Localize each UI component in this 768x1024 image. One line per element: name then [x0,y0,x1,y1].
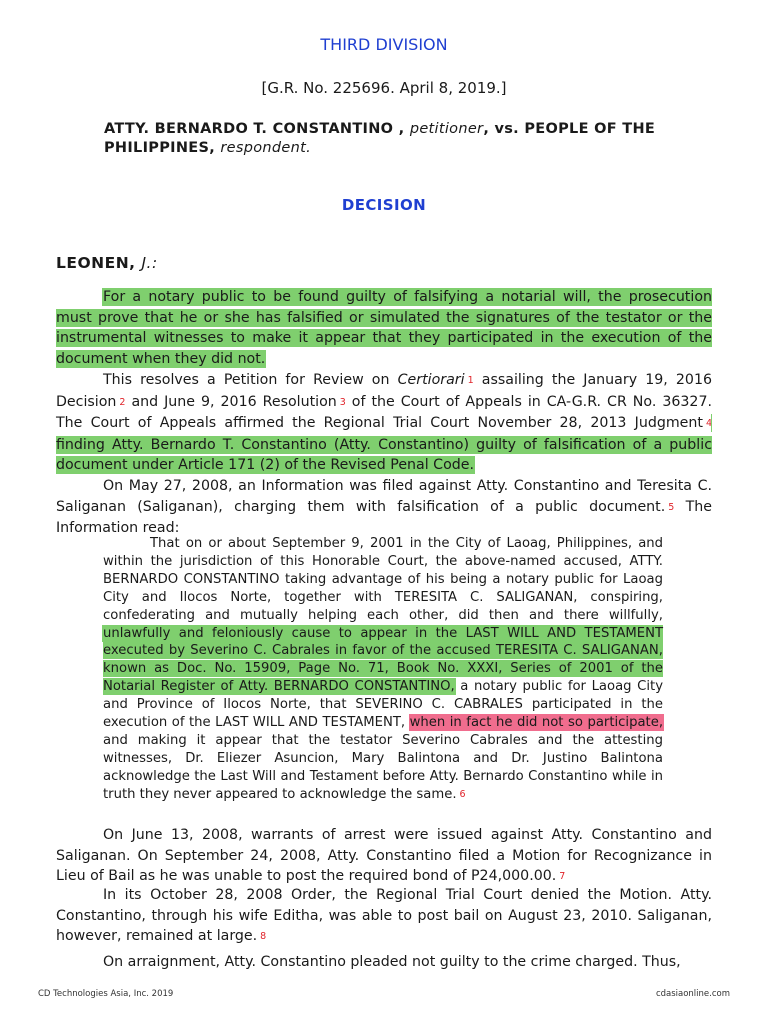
decision-title: DECISION [341,196,427,214]
petitioner-role: petitioner [409,121,484,137]
paragraph-5: In its October 28, 2008 Order, the Regional Trial Court denied the Motion. Atty. Constantino, through his wife Editha, was able to post bail on August 23, 2010. Saliganan, however, remained at large. 8 [56,887,712,944]
highlight-pink: when in fact he did not so participate, [409,715,664,731]
division-heading: THIRD DIVISION [320,35,448,54]
footnote-link-7[interactable]: 7 [559,871,566,882]
certiorari-term: Certiorari [397,372,465,388]
paragraph-2: This resolves a Petition for Review on Certiorari 1 assailing the January 19, 2016 Decision 2 and June 9, 2016 Resolution 3 of the Court of Appeals in CA-G.R. CR No. 36327. The Court of Appeals affirmed the Regional Trial Court November 28, 2013 Judgment 4 finding Atty. Bernardo T. Constantino (Atty. Constantino) guilty of falsification of a public document under Article 171 (2) of the Revised Penal Code. [56,372,713,473]
footer-site: cdasiaonline.com [655,989,730,999]
footnote-link-2[interactable]: 2 [119,396,126,408]
ponente-title: J.: [141,254,158,272]
information-quote: That on or about September 9, 2001 in the City of Laoag, Philippines, and within the jurisdiction of this Honorable Court, the above-named accused, ATTY. BERNARDO CONSTANTINO taking advantage of his being a notary public for Laoag City and Ilocos Norte, together with TERESITA C. SALIGANAN, conspiring, confederating and mutually helping each other, did then and there willfully, unlawfully and feloniously cause to appear in the LAST WILL AND TESTAMENT executed by Severino C. Cabrales in favor of the accused TERESITA C. SALIGANAN, known as Doc. No. 15909, Page No. 71, Book No. XXXI, Series of 2001 of the Notarial Register of Atty. BERNARDO CONSTANTINO, a notary public for Laoag City and Province of Ilocos Norte, that SEVERINO C. CABRALES participated in the execution of the LAST WILL AND TESTAMENT, when in fact he did not so participate, and making it appear that the testator Severino Cabrales and the attesting witnesses, Dr. Eliezer Asuncion, Mary Balintona and Dr. Justino Balintona acknowledge the Last Will and Testament before Atty. Bernardo Constantino while in truth they never appeared to acknowledge the same. 6 [103,536,664,802]
case-parties: ATTY. BERNARDO T. CONSTANTINO , petitioner, vs. PEOPLE OF THE PHILIPPINES, respondent. [104,121,656,156]
versus: vs. [494,121,519,137]
footnote-link-3[interactable]: 3 [339,396,346,408]
paragraph-3: On May 27, 2008, an Information was filed against Atty. Constantino and Teresita C. Saliganan (Saliganan), charging them with falsification of a public document. 5 The Information read: [56,478,712,536]
footnote-link-4[interactable]: 4 [705,418,712,429]
petitioner-name: ATTY. BERNARDO T. CONSTANTINO , [104,121,405,137]
paragraph-6: On arraignment, Atty. Constantino pleaded not guilty to the crime charged. Thus, [103,954,681,970]
footnote-link-8[interactable]: 8 [260,931,267,942]
footnote-link-6[interactable]: 6 [459,788,466,800]
highlight-green: unlawfully and feloniously cause to appear in the LAST WILL AND TESTAMENT executed by Severino C. Cabrales in favor of the accused TERESITA C. SALIGANAN, known as Doc. No. 15909, Page No. 71, Book No. XXXI, Series of 2001 of the Notarial Register of Atty. BERNARDO CONSTANTINO, [103,625,663,695]
highlight-green: For a notary public to be found guilty of falsifying a notarial will, the prosecution must prove that he or she has falsified or simulated the signatures of the testator or the instrumental witnesses to make it appear that they participated in the execution of the document when they did not. [56,289,712,367]
ponente-name: LEONEN, [56,254,136,272]
respondent-role: respondent. [220,140,312,156]
ponente [56,254,158,272]
paragraph-4: On June 13, 2008, warrants of arrest were issued against Atty. Constantino and Saliganan. On September 24, 2008, Atty. Constantino filed a Motion for Recognizance in Lieu of Bail as he was unable to post the required bond of P24,000.00. 7 [56,827,712,884]
footnote-link-1[interactable]: 1 [467,375,474,386]
footnote-link-5[interactable]: 5 [668,501,675,513]
paragraph-1 [56,287,712,369]
respondent-name: PEOPLE OF THE PHILIPPINES, [104,121,656,156]
highlight-green: finding Atty. Bernardo T. Constantino (Atty. Constantino) guilty of falsification of a public document under Article 171 (2) of the Revised Penal Code. [56,436,712,473]
case-number: [G.R. No. 225696. April 8, 2019.] [261,79,507,97]
footer-copyright: CD Technologies Asia, Inc. 2019 [38,989,174,999]
